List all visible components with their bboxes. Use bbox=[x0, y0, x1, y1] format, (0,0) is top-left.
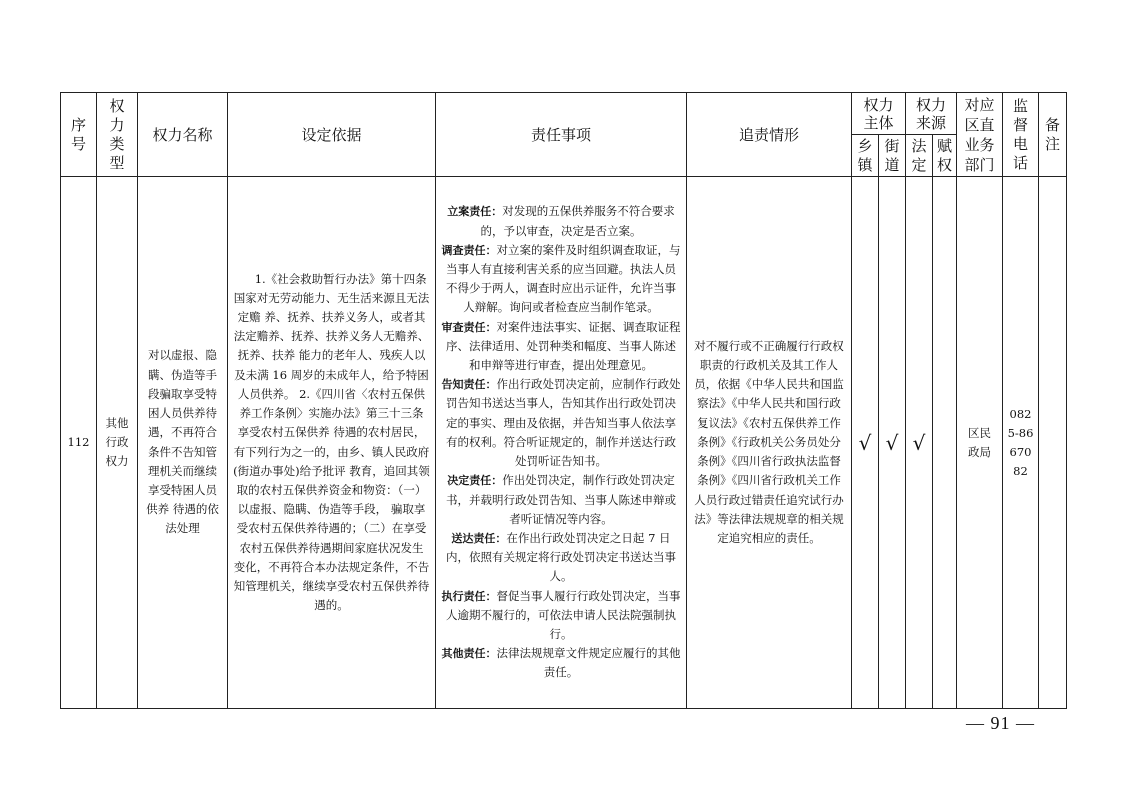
responsibility-label: 送达责任： bbox=[451, 531, 507, 545]
responsibility-label: 其他责任： bbox=[441, 647, 497, 661]
row-phone: 0825-8667082 bbox=[1003, 177, 1039, 709]
header-subject-street: 街道 bbox=[879, 135, 906, 177]
statutory-check: √ bbox=[906, 177, 933, 709]
header-power-name: 权力名称 bbox=[138, 93, 228, 177]
header-power-subject: 权力主体 bbox=[852, 93, 906, 135]
responsibility-text: 在作出行政处罚决定之日起 7 日内，依照有关规定将行政处罚决定书送达当事人。 bbox=[446, 530, 676, 584]
row-power-type: 其他行政权力 bbox=[97, 177, 138, 709]
header-accountability: 追责情形 bbox=[687, 93, 852, 177]
header-basis: 设定依据 bbox=[228, 93, 436, 177]
header-seq: 序号 bbox=[61, 93, 97, 177]
responsibility-item bbox=[441, 375, 681, 471]
town-check: √ bbox=[852, 177, 879, 709]
responsibility-label: 告知责任： bbox=[441, 378, 497, 392]
responsibility-item bbox=[441, 318, 681, 376]
responsibility-item bbox=[441, 471, 681, 529]
header-power-type: 权力类型 bbox=[97, 93, 138, 177]
responsibility-text: 督促当事人履行行政处罚决定，当事人逾期不履行的，可依法申请人民法院强制执行。 bbox=[446, 588, 681, 641]
responsibility-list bbox=[441, 202, 681, 682]
responsibility-text: 对立案的案件及时组织调查取证，与当事人有直接利害关系的应当回避。执法人员不得少于两人，调查时应出示证件，允许当事人辩解。询问或者检查应当制作笔录。 bbox=[446, 242, 681, 315]
table-row bbox=[61, 177, 1067, 709]
header-source-statutory: 法定 bbox=[906, 135, 933, 177]
responsibility-item bbox=[441, 202, 681, 240]
responsibility-text: 对案件违法事实、证据、调查取证程序、法律适用、处罚种类和幅度、当事人陈述和申辩等进行审查，提出处理意见。 bbox=[446, 319, 681, 373]
row-remark bbox=[1039, 177, 1067, 709]
power-list-table bbox=[60, 92, 1067, 709]
row-power-name: 对以虚报、隐瞒、伪造等手段骗取享受特困人员供养待遇，不再符合条件不告知管理机关而继续享受特困人员供养 待遇的依法处理 bbox=[138, 177, 228, 709]
responsibility-label: 执行责任： bbox=[441, 589, 497, 603]
responsibility-text: 法律法规规章文件规定应履行的其他责任。 bbox=[496, 646, 681, 680]
row-basis: 1.《社会救助暂行办法》第十四条 国家对无劳动能力、无生活来源且无法定赡 养、抚养、扶养义务人，或者其法定赡养、抚养、扶养义务人无赡养、抚养、扶养 能力的老年人、残疾人以及未满 16 周岁的未成年人，给予特困人员供养。 2.《四川省〈农村五保供养工作条例〉实施办法》第三十三条 享受农村五保供养 待遇的农村居民，有下列行为之一的，由乡、镇人民政府(街道办事处)给予批评 教育，追回其领取的农村五保供养资金和物资：（一）以虚报、隐瞒、伪造等手段， 骗取享受农村五保供养待遇的；（二）在享受农村五保供养待遇期间家庭状况发生 变化，不再符合本办法规定条件，不告知管理机关，继续享受农村五保供养待遇的。 bbox=[228, 177, 436, 709]
street-check: √ bbox=[879, 177, 906, 709]
granted-check bbox=[933, 177, 957, 709]
header-source-granted: 赋权 bbox=[933, 135, 957, 177]
header-power-source: 权力来源 bbox=[906, 93, 957, 135]
row-seq: 112 bbox=[61, 177, 97, 709]
responsibility-text: 对发现的五保供养服务不符合要求的，予以审查，决定是否立案。 bbox=[480, 204, 675, 238]
responsibility-item bbox=[441, 587, 681, 645]
responsibility-label: 立案责任： bbox=[447, 205, 503, 219]
responsibility-item bbox=[441, 644, 681, 682]
header-responsibility: 责任事项 bbox=[436, 93, 687, 177]
responsibility-text: 作出处罚决定，制作行政处罚决定书，并载明行政处罚告知、当事人陈述申辩或者听证情况等内容。 bbox=[446, 473, 676, 526]
responsibility-label: 调查责任： bbox=[441, 243, 497, 257]
row-dept: 区民政局 bbox=[957, 177, 1003, 709]
responsibility-item bbox=[441, 529, 681, 587]
responsibility-label: 审查责任： bbox=[441, 320, 497, 334]
row-accountability: 对不履行或不正确履行行政权职责的行政机关及其工作人员，依据《中华人民共和国监察法》《中华人民共和国行政复议法》《农村五保供养工作条例》《行政机关公务员处分条例》《四川省行政执法监督条例》《四川省行政机关工作人员行政过错责任追究试行办法》等法律法规规章的相关规定追究相应的责任。 bbox=[687, 177, 852, 709]
page-number: — 91 — bbox=[966, 713, 1035, 733]
responsibility-label: 决定责任： bbox=[447, 474, 503, 488]
header-remark: 备注 bbox=[1039, 93, 1067, 177]
responsibility-text: 作出行政处罚决定前，应制作行政处罚告知书送达当事人，告知其作出行政处罚决定的事实、理由及依据，并告知当事人依法享有的权利。符合听证规定的，制作并送达行政处罚听证告知书。 bbox=[446, 377, 681, 469]
row-responsibilities bbox=[436, 177, 687, 709]
header-phone: 监督电话 bbox=[1003, 93, 1039, 177]
header-dept: 对应区直业务部门 bbox=[957, 93, 1003, 177]
header-subject-town: 乡镇 bbox=[852, 135, 879, 177]
responsibility-item bbox=[441, 241, 681, 318]
